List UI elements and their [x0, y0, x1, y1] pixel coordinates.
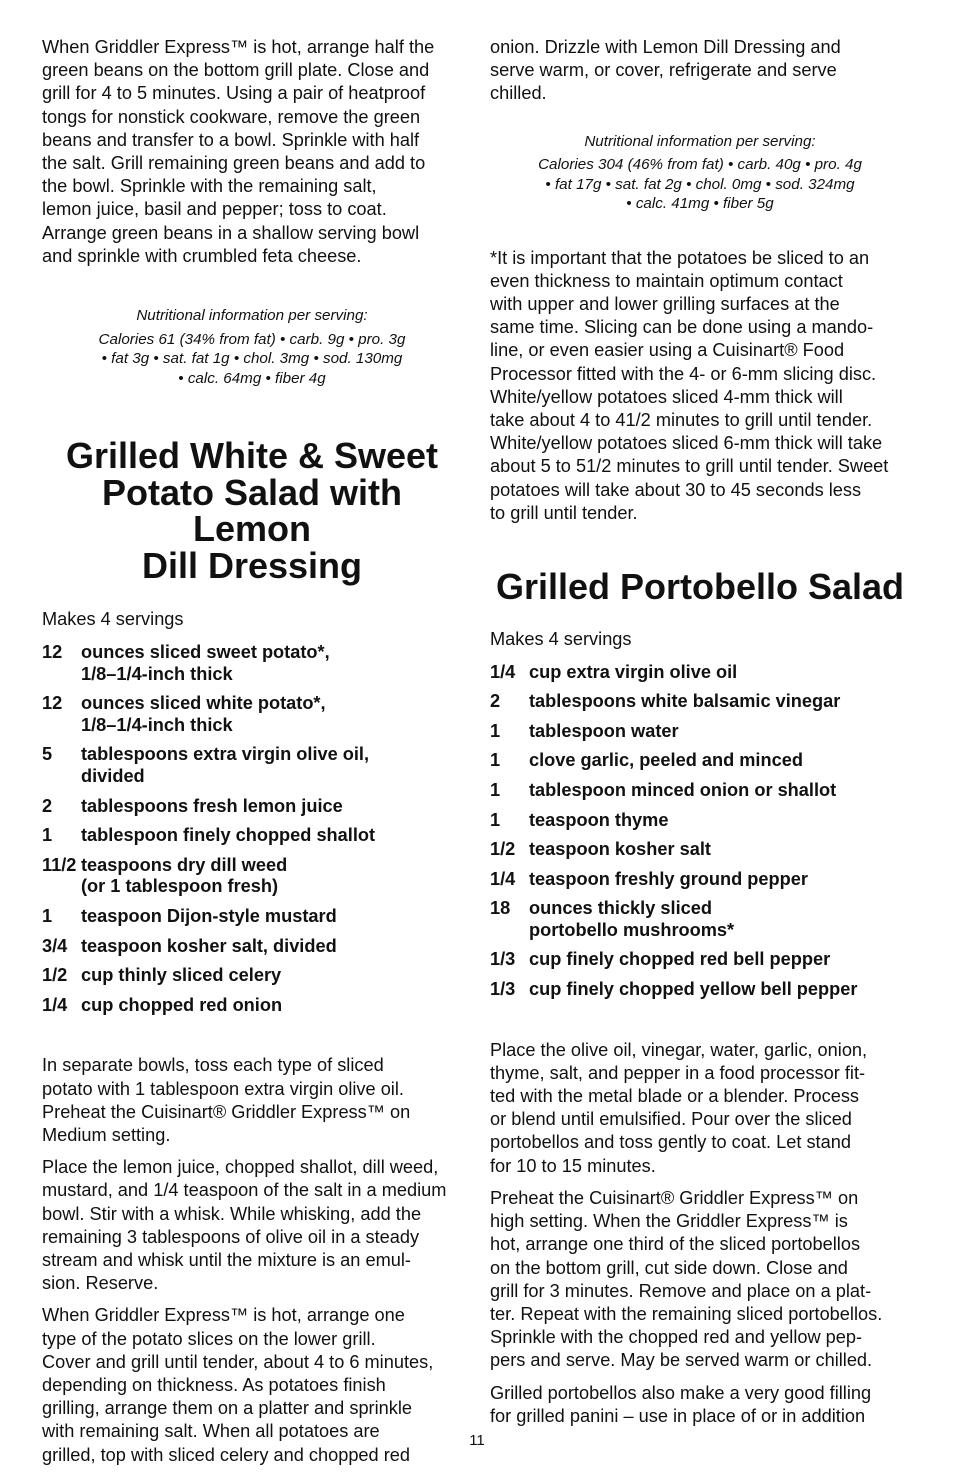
potato-salad-recipe-title — [42, 435, 462, 586]
direction-paragraph: Grilled portobellos also make a very good filling for grilled panini – use in place of or in addition — [490, 1382, 872, 1426]
ingredient-item — [42, 693, 462, 736]
ingredient-item — [490, 839, 910, 861]
ingredient-item — [42, 965, 462, 987]
ingredient-text: tablespoons extra virgin olive oil, divided — [81, 744, 370, 786]
ingredient-text: ounces thickly sliced portobello mushrooms* — [529, 898, 735, 940]
ingredient-item — [490, 780, 910, 802]
right-column — [490, 36, 910, 1437]
ingredient-qty: 1/3 — [490, 949, 516, 970]
ingredient-item — [490, 810, 910, 832]
page-number: 11 — [469, 1432, 485, 1449]
recipe-title-line: Potato Salad with Lemon — [101, 471, 403, 550]
ingredient-qty: 2 — [42, 795, 53, 816]
nutrition-line: • fat 3g • sat. fat 1g • chol. 3mg • sod. 130mg — [101, 350, 403, 368]
recipe-title-line: Dill Dressing — [141, 544, 363, 586]
ingredient-item — [42, 796, 462, 818]
ingredient-text: cup extra virgin olive oil — [529, 661, 738, 682]
ingredient-item — [42, 936, 462, 958]
ingredient-item — [490, 662, 910, 684]
ingredient-text: tablespoons white balsamic vinegar — [529, 691, 841, 712]
nutrition-heading: Nutritional information per serving: — [136, 307, 368, 325]
ingredient-text: tablespoons fresh lemon juice — [81, 795, 343, 816]
ingredient-qty: 12 — [42, 642, 63, 663]
ingredient-text: clove garlic, peeled and minced — [529, 750, 803, 771]
direction-paragraph: Preheat the Cuisinart® Griddler Express™ on high setting. When the Griddler Express™ is hot, arrange one third of the sliced portobellos on the bottom grill, cut side down. Close and grill for 3 minutes. Remove and place on a plat- ter. Repeat with the remaining sliced portobellos. Sprinkle with the chopped red and yellow pep- pers and serve. May be served warm or chilled. — [490, 1187, 883, 1371]
recipe-title-line: Grilled White & Sweet — [65, 435, 439, 477]
ingredient-text: tablespoon water — [529, 720, 679, 741]
ingredient-item — [42, 744, 462, 787]
ingredient-text: ounces sliced sweet potato*, 1/8–1/4-inch thick — [81, 642, 330, 684]
portobello-yield: Makes 4 servings — [490, 628, 632, 649]
ingredient-item — [490, 750, 910, 772]
ingredient-qty: 1/2 — [42, 965, 68, 986]
ingredient-qty: 3/4 — [42, 935, 68, 956]
ingredient-qty: 1 — [490, 750, 501, 771]
direction-paragraph: Place the olive oil, vinegar, water, garlic, onion, thyme, salt, and pepper in a food processor fit- ted with the metal blade or a blender. Process or blend until emulsified. Pour over the sliced portobellos and toss gently to coat. Let stand for 10 to 15 minutes. — [490, 1039, 868, 1176]
nutrition-line: • fat 17g • sat. fat 2g • chol. 0mg • sod. 324mg — [545, 175, 855, 193]
nutrition-heading: Nutritional information per serving: — [584, 132, 816, 150]
potato-salad-directions — [42, 1054, 462, 1466]
ingredient-qty: 1/2 — [490, 839, 516, 860]
ingredient-qty: 1 — [42, 905, 53, 926]
ingredient-text: teaspoon kosher salt, divided — [81, 935, 337, 956]
ingredient-qty: 18 — [490, 898, 511, 919]
direction-paragraph: Place the lemon juice, chopped shallot, dill weed, mustard, and 1/4 teaspoon of the salt in a medium bowl. Stir with a whisk. While whisking, add the remaining 3 tablespoons of olive oil in a steady stream and whisk until the mixture is an emul- sion. Reserve. — [42, 1157, 447, 1294]
ingredient-item — [490, 979, 910, 1001]
ingredient-item — [42, 825, 462, 847]
ingredient-item — [42, 642, 462, 685]
ingredient-text: teaspoon freshly ground pepper — [529, 868, 808, 889]
ingredient-text: teaspoon kosher salt — [529, 839, 711, 860]
nutrition-line: Calories 61 (34% from fat) • carb. 9g • pro. 3g — [98, 330, 406, 348]
ingredient-qty: 1/3 — [490, 979, 516, 1000]
nutrition-line: • calc. 41mg • fiber 5g — [626, 195, 774, 213]
ingredient-qty: 1 — [490, 809, 501, 830]
ingredient-qty: 1/4 — [490, 661, 516, 682]
ingredient-qty: 1 — [42, 825, 53, 846]
direction-paragraph: In separate bowls, toss each type of sliced potato with 1 tablespoon extra virgin olive oil. Preheat the Cuisinart® Griddler Express™ on Medium setting. — [42, 1055, 411, 1145]
nutrition-line: • calc. 64mg • fiber 4g — [178, 369, 326, 387]
ingredient-text: ounces sliced white potato*, 1/8–1/4-inch thick — [81, 693, 326, 735]
ingredient-qty: 11/2 — [42, 854, 77, 875]
ingredient-item — [42, 855, 462, 898]
ingredient-item — [490, 691, 910, 713]
ingredient-item — [490, 869, 910, 891]
ingredient-qty: 2 — [490, 691, 501, 712]
ingredient-qty: 1/4 — [490, 868, 516, 889]
ingredient-text: cup thinly sliced celery — [81, 965, 282, 986]
direction-paragraph: When Griddler Express™ is hot, arrange one type of the potato slices on the lower grill. Cover and grill until tender, about 4 to 6 minutes, depending on thickness. As potatoes finish grilling, arrange them on a platter and sprinkle with remaining salt. When all potatoes are grilled, top with sliced celery and chopped red — [42, 1305, 434, 1465]
ingredient-item — [42, 906, 462, 928]
portobello-recipe-title: Grilled Portobello Salad — [495, 566, 905, 608]
potato-salad-ingredient-list — [42, 642, 462, 1016]
ingredient-qty: 12 — [42, 693, 63, 714]
ingredient-item — [490, 721, 910, 743]
ingredient-text: teaspoons dry dill weed (or 1 tablespoon fresh) — [81, 854, 288, 897]
portobello-directions — [490, 1039, 910, 1428]
green-beans-method-paragraph: When Griddler Express™ is hot, arrange half the green beans on the bottom grill plate. Close and grill for 4 to 5 minutes. Using a pair of heatproof tongs for nonstick cookware, remove the green beans and transfer to a bowl. Sprinkle with half the salt. Grill remaining green beans and add to the bowl. Sprinkle with the remaining salt, lemon juice, basil and pepper; toss to coat. Arrange green beans in a shallow serving bowl and sprinkle with crumbled feta cheese. — [42, 37, 435, 266]
potato-salad-yield: Makes 4 servings — [42, 609, 184, 630]
ingredient-text: tablespoon minced onion or shallot — [529, 779, 837, 800]
ingredient-qty: 1/4 — [42, 994, 68, 1015]
ingredient-text: tablespoon finely chopped shallot — [81, 825, 376, 846]
potato-slicing-footnote: *It is important that the potatoes be sliced to an even thickness to maintain optimum contact with upper and lower grilling surfaces at the same time. Slicing can be done using a mando- line, or even easier using a Cuisinart® Food Processor fitted with the 4- or 6-mm slicing disc. White/yellow potatoes sliced 4-mm thick will take about 4 to 41/2 minutes to grill until tender. White/yellow potatoes sliced 6-mm thick will take about 5 to 51/2 minutes to grill until tender. Sweet potatoes will take about 30 to 45 seconds less to grill until tender. — [490, 247, 889, 523]
green-beans-nutrition-block — [42, 306, 462, 388]
potato-salad-continued-paragraph: onion. Drizzle with Lemon Dill Dressing and serve warm, or cover, refrigerate and serve chilled. — [490, 37, 841, 104]
ingredient-item — [42, 995, 462, 1017]
ingredient-text: teaspoon Dijon-style mustard — [81, 905, 337, 926]
left-column — [42, 36, 462, 1476]
ingredient-item — [490, 949, 910, 971]
ingredient-text: teaspoon thyme — [529, 809, 669, 830]
potato-salad-nutrition-block — [490, 132, 910, 214]
portobello-ingredient-list — [490, 662, 910, 1001]
ingredient-text: cup chopped red onion — [81, 994, 283, 1015]
ingredient-qty: 1 — [490, 720, 501, 741]
ingredient-text: cup finely chopped yellow bell pepper — [529, 979, 858, 1000]
ingredient-text: cup finely chopped red bell pepper — [529, 949, 831, 970]
ingredient-item — [490, 898, 910, 941]
ingredient-qty: 5 — [42, 744, 53, 765]
nutrition-line: Calories 304 (46% from fat) • carb. 40g • pro. 4g — [538, 156, 862, 174]
ingredient-qty: 1 — [490, 779, 501, 800]
